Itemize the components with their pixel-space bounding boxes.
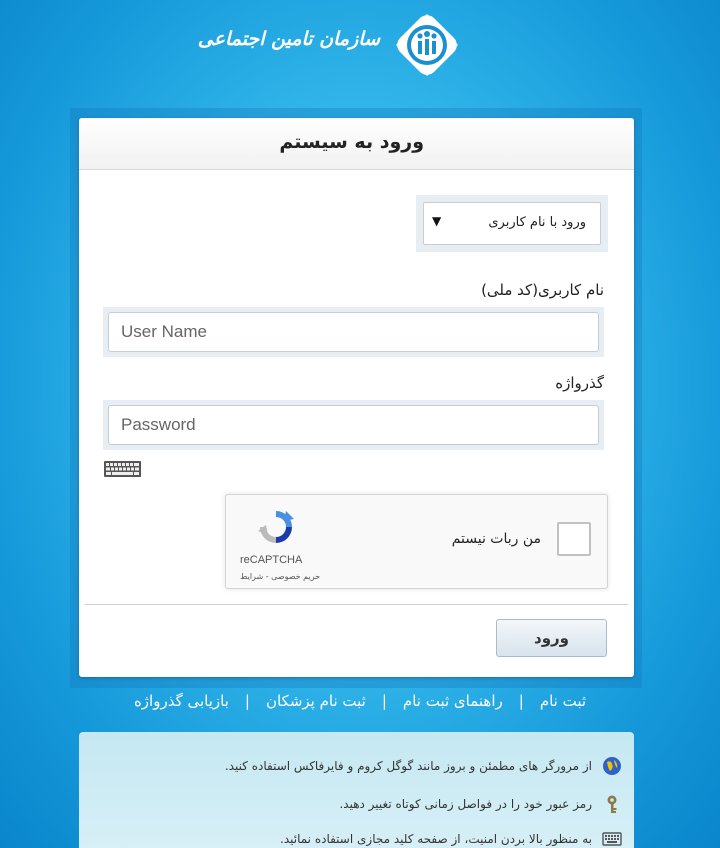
login-card	[79, 118, 634, 677]
username-wrapper	[103, 307, 604, 357]
username-label: نام کاربری(کد ملی)	[481, 281, 604, 299]
link-separator: |	[381, 692, 387, 710]
key-icon	[602, 794, 622, 814]
username-input[interactable]	[108, 312, 599, 352]
virtual-keyboard-icon[interactable]	[104, 461, 141, 477]
browser-globe-icon	[602, 756, 622, 776]
tip-text: به منظور بالا بردن امنیت، از صفحه کلید مجازی استفاده نمائید.	[280, 832, 592, 846]
tip-item	[339, 794, 622, 814]
captcha-privacy-links[interactable]: حریم خصوصی - شرایط	[240, 572, 321, 581]
recaptcha-widget	[225, 494, 608, 589]
captcha-checkbox[interactable]	[557, 522, 591, 556]
triangle-down-icon: ▼	[432, 214, 442, 228]
password-input[interactable]	[108, 405, 599, 445]
login-type-wrapper	[416, 195, 608, 252]
social-security-logo	[394, 12, 460, 78]
login-type-select[interactable]	[423, 202, 601, 245]
page-title: ورود به سیستم	[279, 131, 424, 153]
login-type-value: ورود با نام کاربری	[488, 215, 586, 230]
doctor-registration-link[interactable]: ثبت نام پزشکان	[265, 692, 366, 710]
tip-text: رمز عبور خود را در فواصل زمانی کوتاه تغییر دهید.	[339, 797, 592, 811]
link-separator: |	[518, 692, 524, 710]
tip-item	[225, 756, 622, 776]
card-header	[79, 118, 634, 170]
recaptcha-logo-icon	[256, 507, 296, 547]
security-tips-panel	[79, 732, 634, 848]
tip-text: از مرورگر های مطمئن و بروز مانند گوگل کروم و فایرفاکس استفاده کنید.	[224, 759, 592, 773]
link-separator: |	[244, 692, 250, 710]
org-name: سازمان تامین اجتماعی	[197, 28, 380, 50]
login-button[interactable]: ورود	[496, 619, 607, 657]
registration-guide-link[interactable]: راهنمای ثبت نام	[402, 692, 503, 710]
password-wrapper	[103, 400, 604, 450]
footer-links	[0, 692, 720, 710]
divider	[85, 604, 628, 605]
register-link[interactable]: ثبت نام	[539, 692, 587, 710]
captcha-label: من ربات نیستم	[451, 531, 541, 547]
header	[0, 10, 720, 82]
password-label: گذرواژه	[555, 374, 604, 392]
tip-item	[280, 830, 622, 848]
password-recovery-link[interactable]: بازیابی گذرواژه	[133, 692, 229, 710]
keyboard-icon	[602, 830, 622, 848]
captcha-brand: reCAPTCHA	[240, 554, 303, 566]
